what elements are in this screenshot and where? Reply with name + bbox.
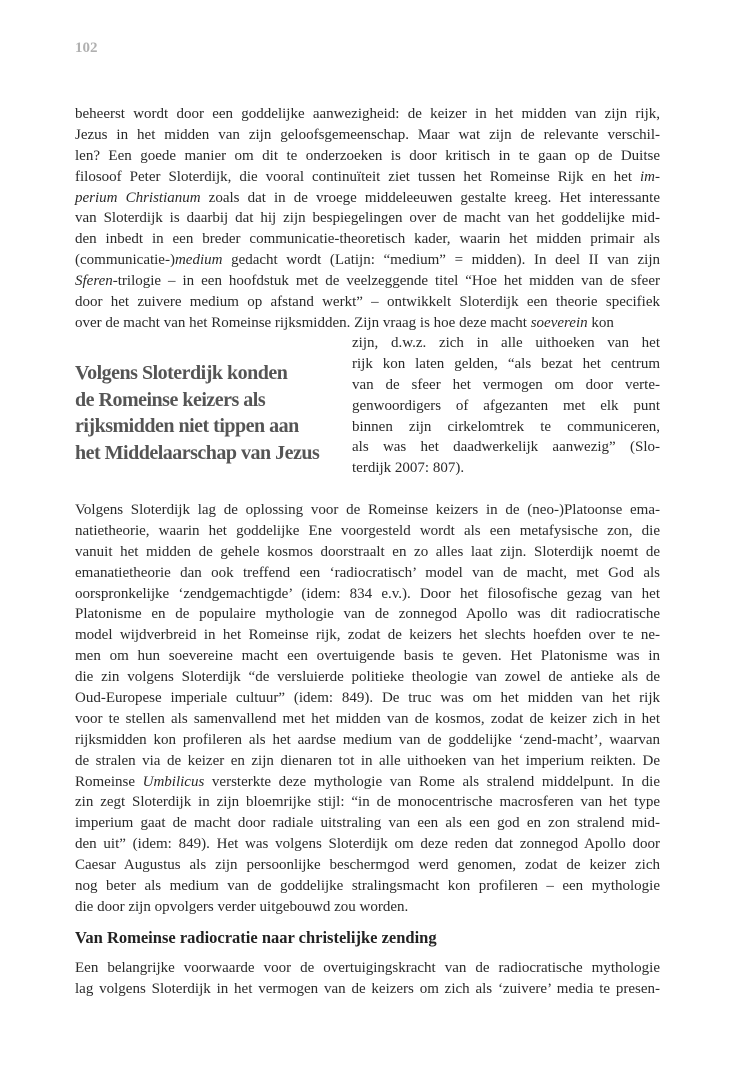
text-line bbox=[75, 855, 660, 876]
text-segment: vanuit het midden de gehele kosmos doorstraalt en zo alles laat zijn. Sloterdijk noemt de bbox=[75, 543, 660, 560]
text-line bbox=[75, 958, 660, 979]
italic-text: soeverein bbox=[530, 314, 588, 331]
text-line bbox=[75, 792, 660, 813]
paragraph-1 bbox=[75, 104, 660, 334]
text-segment: als was het daadwerkelijk aanwezig” (Slo- bbox=[352, 439, 660, 456]
text-segment: rijksmidden kon profileren als het aardse medium van de goddelijke ‘zend-macht’, waarvan bbox=[75, 731, 660, 748]
text-line bbox=[352, 458, 660, 479]
text-line bbox=[75, 250, 660, 271]
paragraph-3 bbox=[75, 958, 660, 1000]
text-segment: terdijk 2007: 807). bbox=[352, 460, 465, 477]
text-line bbox=[75, 208, 660, 229]
paragraph-1-column bbox=[352, 333, 660, 479]
text-segment: men om hun soevereine macht een overtuigende basis te geven. Het Platonisme was in bbox=[75, 648, 660, 665]
text-line bbox=[352, 333, 660, 354]
text-segment: den inbedt in een breder communicatie-theoretisch kader, waarin het midden primair als bbox=[75, 231, 660, 248]
text-segment: van Sloterdijk is daarbij dat hij zijn bespiegelingen over de macht van het goddelijke mid- bbox=[75, 210, 660, 227]
text-line bbox=[75, 188, 660, 209]
text-segment: zin zegt Sloterdijk in zijn bloemrijke stijl: “in de monocentrische macrosferen van het type bbox=[75, 794, 660, 811]
text-line bbox=[75, 979, 660, 1000]
pull-quote-line: rijksmidden niet tippen aan bbox=[75, 415, 299, 438]
page-number: 102 bbox=[75, 40, 98, 56]
text-line bbox=[75, 521, 660, 542]
text-line bbox=[75, 834, 660, 855]
text-line bbox=[75, 772, 660, 793]
text-segment: zoals dat in de vroege middeleeuwen gestalte kreeg. Het interessante bbox=[200, 189, 660, 206]
text-line bbox=[75, 730, 660, 751]
text-line bbox=[75, 542, 660, 563]
text-line bbox=[352, 354, 660, 375]
text-segment: die zin volgens Sloterdijk “de versluierde politieke theologie van zowel de antieke als de bbox=[75, 669, 660, 686]
text-line bbox=[75, 125, 660, 146]
text-line bbox=[75, 813, 660, 834]
text-line bbox=[75, 897, 660, 918]
text-segment: Romeinse bbox=[75, 773, 143, 790]
text-line bbox=[75, 271, 660, 292]
text-segment: natietheorie, waarin het goddelijke Ene voorgesteld wordt als een metafysische zon, die bbox=[75, 522, 660, 539]
italic-text: Umbilicus bbox=[142, 773, 205, 790]
italic-text: im- bbox=[640, 168, 660, 185]
text-segment: voor te stellen als samenvallend met het midden van de kosmos, zodat de keizer zich in het bbox=[75, 710, 660, 727]
text-segment: die door zijn opvolgers verder uitgebouwd zou worden. bbox=[75, 898, 409, 915]
text-segment: van de sfeer het vermogen om door verte- bbox=[352, 376, 660, 393]
pull-quote-line: het Middelaarschap van Jezus bbox=[75, 442, 320, 465]
text-line bbox=[75, 500, 660, 521]
text-segment: lag volgens Sloterdijk in het vermogen van de keizers om zich als ‘zuivere’ media te presen- bbox=[75, 980, 660, 997]
text-line bbox=[75, 167, 660, 188]
pull-quote-line: de Romeinse keizers als bbox=[75, 388, 266, 411]
text-line bbox=[75, 229, 660, 250]
text-line bbox=[352, 396, 660, 417]
text-line bbox=[75, 584, 660, 605]
text-segment: door het zuivere medium op afstand werkt” – ontwikkelt Sloterdijk een theorie specifiek bbox=[75, 294, 660, 311]
text-line bbox=[75, 709, 660, 730]
text-segment: emanatietheorie dan ook treffend een ‘radiocratisch’ model van de macht, met God als bbox=[75, 564, 660, 581]
italic-text: medium bbox=[174, 252, 223, 269]
text-line bbox=[75, 313, 660, 334]
text-segment: beheerst wordt door een goddelijke aanwezigheid: de keizer in het midden van zijn rijk, bbox=[75, 106, 660, 122]
text-line bbox=[75, 688, 660, 709]
text-line bbox=[352, 375, 660, 396]
text-segment: Een belangrijke voorwaarde voor de overtuigingskracht van de radiocratische mythologie bbox=[75, 960, 660, 976]
paragraph-2 bbox=[75, 500, 660, 918]
text-line bbox=[75, 751, 660, 772]
text-segment: binnen zijn cirkelomtrek te communiceren, bbox=[352, 418, 660, 435]
text-segment: rijk kon laten gelden, “als bezat het centrum bbox=[352, 355, 660, 372]
pull-quote bbox=[75, 360, 345, 467]
text-line bbox=[75, 876, 660, 897]
text-segment: Oud-Europese imperiale cultuur” (idem: 849). De truc was om het midden van het rijk bbox=[75, 690, 660, 707]
text-segment: oorspronkelijke ‘zendgemachtigde’ (idem: 834 e.v.). Door het filosofische gezag van het bbox=[75, 585, 660, 602]
text-segment: len? Een goede manier om dit te onderzoeken is door kritisch in te gaan op de Duitse bbox=[75, 147, 660, 164]
text-line bbox=[352, 437, 660, 458]
text-line bbox=[352, 417, 660, 438]
text-line bbox=[75, 104, 660, 125]
text-segment: Volgens Sloterdijk lag de oplossing voor de Romeinse keizers in de (neo-)Platoonse ema- bbox=[75, 502, 660, 518]
text-segment: imperium gaat de macht door radiale uitstraling van een als een god en zon stralend mid- bbox=[75, 815, 660, 832]
text-segment: kon bbox=[587, 314, 614, 331]
text-line bbox=[75, 146, 660, 167]
text-line bbox=[75, 292, 660, 313]
text-line bbox=[75, 667, 660, 688]
text-segment: over de macht van het Romeinse rijksmidden. Zijn vraag is hoe deze macht bbox=[75, 314, 531, 331]
text-segment: -trilogie – in een hoofdstuk met de veelzeggende titel “Hoe het midden van de sfeer bbox=[112, 273, 660, 290]
text-line bbox=[75, 563, 660, 584]
text-segment: nog beter als medium van de goddelijke stralingsmacht kon profileren – een mythologie bbox=[75, 878, 660, 895]
italic-text: perium Christianum bbox=[75, 189, 201, 206]
text-segment: (communicatie-) bbox=[75, 252, 175, 269]
text-segment: model wijdverbreid in het Romeinse rijk, zodat de keizers het slechts hoefden over te ne- bbox=[75, 627, 660, 644]
text-line bbox=[75, 625, 660, 646]
text-segment: de stralen via de keizer en zijn dienaren tot in alle uithoeken van het imperium reikten. De bbox=[75, 752, 660, 769]
text-segment: gedacht wordt (Latijn: “medium” = midden). In deel II van zijn bbox=[222, 252, 660, 269]
pull-quote-line: Volgens Sloterdijk konden bbox=[75, 362, 288, 384]
text-segment: genwoordigers of afgezanten met elk punt bbox=[352, 397, 660, 414]
text-line bbox=[75, 604, 660, 625]
text-segment: versterkte deze mythologie van Rome als stralend middelpunt. In die bbox=[204, 773, 661, 790]
text-segment: den uit” (idem: 849). Het was volgens Sloterdijk om deze reden dat zonnegod Apollo door bbox=[75, 836, 660, 853]
text-segment: zijn, d.w.z. zich in alle uithoeken van het bbox=[352, 335, 660, 351]
section-heading: Van Romeinse radiocratie naar christelijke zending bbox=[75, 928, 437, 947]
text-segment: filosoof Peter Sloterdijk, die vooral continuïteit ziet tussen het Romeinse Rijk en het bbox=[75, 168, 640, 185]
text-line bbox=[75, 646, 660, 667]
italic-text: Sferen bbox=[75, 273, 113, 290]
text-segment: Jezus in het midden van zijn geloofsgemeenschap. Maar wat zijn de relevante verschil- bbox=[75, 126, 660, 143]
text-segment: Caesar Augustus als zijn persoonlijke beschermgod werd genomen, zodat de keizer zich bbox=[75, 857, 660, 874]
text-segment: Platonisme en de populaire mythologie van de zonnegod Apollo was dit radiocratische bbox=[75, 606, 660, 623]
